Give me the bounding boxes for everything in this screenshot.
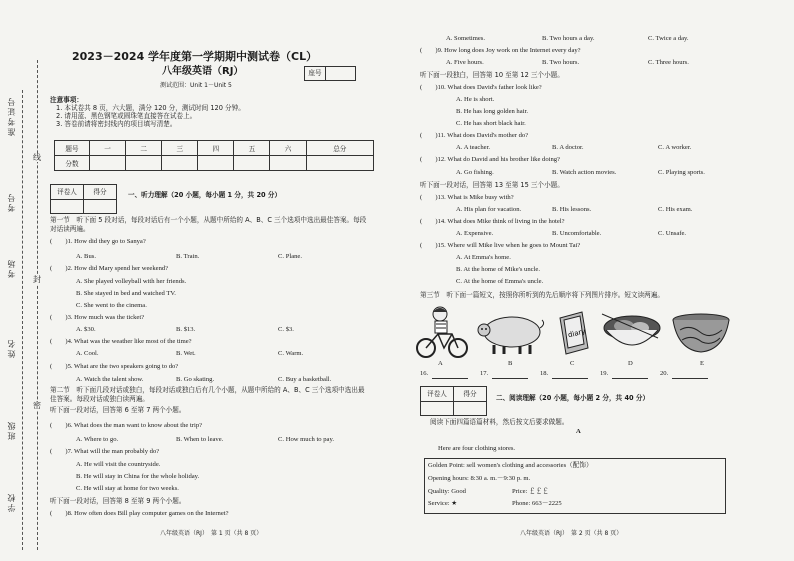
question-12: ( )12. What do David and his brother like doing? — [420, 156, 560, 163]
note-item: 1. 本试卷共 8 页，六大题，满分 120 分，测试时间 120 分钟。 — [56, 104, 245, 112]
listening-section2-instruction: 第二节 听下面几段对话或独白，每段对话或独白后有几个小题，从题中所给的 A、B、C 三个选项中选出最佳答案。每段对话或独白读两遍。 — [50, 386, 365, 403]
answer-blank-20[interactable] — [672, 378, 708, 379]
grader-cell[interactable] — [50, 199, 84, 214]
score-table-header: 五 — [234, 141, 270, 156]
question-14: ( )14. What does Mike think of living in the hotel? — [420, 218, 565, 225]
binding-label-exam-no: 考号 — [7, 192, 16, 212]
q11-option-c: C. A worker. — [658, 144, 692, 151]
intro-6-7: 听下面一段对话，回答第 6 至第 7 两个小题。 — [50, 406, 186, 414]
question-13: ( )13. What is Mike busy with? — [420, 194, 514, 201]
notes-heading: 注意事项： — [50, 96, 83, 104]
binding-label-room: 考场 — [7, 258, 16, 278]
question-7: ( )7. What will the man probably do? — [50, 448, 160, 455]
q13-option-b: B. His lessons. — [552, 206, 592, 213]
question-10: ( )10. What does David's father look like? — [420, 84, 542, 91]
q5-option-b: B. Go skating. — [176, 376, 215, 383]
question-15: ( )15. Where will Mike live when he goes to Mount Tai? — [420, 242, 581, 249]
seal-char-line: 线 — [33, 153, 41, 162]
picture-boy-on-bike — [416, 304, 468, 358]
store-quality: Quality: Good — [428, 488, 466, 495]
picture-label-e: E — [700, 360, 705, 367]
q3-option-a: A. $30. — [76, 326, 96, 333]
passage-letter: A — [576, 428, 581, 435]
blank-19-number: 19. — [600, 370, 609, 377]
binding-label-school: 学校 — [7, 492, 16, 512]
test-scope: 测试范围：Unit 1－Unit 5 — [160, 82, 232, 89]
q12-option-c: C. Playing sports. — [658, 169, 705, 176]
blank-20-number: 20. — [660, 370, 669, 377]
score-cell[interactable] — [306, 156, 373, 171]
grader-score-cell[interactable] — [453, 401, 487, 416]
score-table-header: 题号 — [55, 141, 90, 156]
answer-blank-17[interactable] — [492, 378, 528, 379]
grader-label: 评卷人 — [50, 184, 84, 200]
picture-pig — [476, 312, 546, 356]
blank-16-number: 16. — [420, 370, 429, 377]
q6-option-c: C. How much to pay. — [278, 436, 334, 443]
grader-score-cell[interactable] — [83, 199, 117, 214]
q2-option-a: A. She played volleyball with her friends. — [76, 278, 187, 285]
q14-option-c: C. Unsafe. — [658, 230, 687, 237]
q6-option-a: A. Where to go. — [76, 436, 119, 443]
picture-diary — [556, 310, 592, 356]
q13-option-c: C. His exam. — [658, 206, 693, 213]
grader-label: 评卷人 — [420, 386, 454, 402]
score-table-header: 总分 — [306, 141, 373, 156]
score-cell[interactable] — [90, 156, 126, 171]
picture-noodles-bowl — [600, 310, 664, 356]
store-service: Service: ★ — [428, 500, 458, 507]
q12-option-a: A. Go fishing. — [456, 169, 494, 176]
question-9: ( )9. How long does Joy work on the Internet every day? — [420, 47, 581, 54]
q14-option-b: B. Uncomfortable. — [552, 230, 602, 237]
score-table-header: 六 — [270, 141, 306, 156]
question-1: ( )1. How did they go to Sanya? — [50, 238, 146, 245]
q15-option-a: A. At Emma's home. — [456, 254, 511, 261]
question-5: ( )5. What are the two speakers going to do? — [50, 363, 179, 370]
q7-option-b: B. He will stay in China for the whole holiday. — [76, 473, 200, 480]
question-4: ( )4. What was the weather like most of the time? — [50, 338, 192, 345]
grader-cell[interactable] — [420, 401, 454, 416]
q4-option-b: B. Wet. — [176, 350, 196, 357]
binding-label-name: 姓名 — [7, 338, 16, 358]
q3-option-c: C. $3. — [278, 326, 294, 333]
picture-label-a: A — [438, 360, 443, 367]
q9-option-b: B. Two hours. — [542, 59, 580, 66]
seal-line — [37, 60, 38, 550]
q9-option-a: A. Five hours. — [446, 59, 484, 66]
question-2: ( )2. How did Mary spend her weekend? — [50, 265, 169, 272]
picture-large-bowl — [670, 312, 732, 354]
grader-score-label: 得分 — [453, 386, 487, 402]
q11-option-a: A. A teacher. — [456, 144, 491, 151]
answer-blank-19[interactable] — [612, 378, 648, 379]
score-table-header: 二 — [126, 141, 162, 156]
q15-option-c: C. At the home of Emma's uncle. — [456, 278, 544, 285]
q10-option-b: B. He has long golden hair. — [456, 108, 528, 115]
reading-heading: 二、阅读理解（20 小题，每小题 2 分，共 40 分） — [496, 394, 650, 402]
q1-option-a: A. Bus. — [76, 253, 96, 260]
q12-option-b: B. Watch action movies. — [552, 169, 617, 176]
answer-blank-16[interactable] — [432, 378, 468, 379]
passage-intro: Here are four clothing stores. — [438, 445, 516, 452]
reading-instruction: 阅读下面四篇语篇材料，然后按文后要求做题。 — [430, 418, 569, 426]
picture-label-d: D — [628, 360, 633, 367]
footer-page-2: 八年级英语（RJ） 第 2 页（共 8 页） — [520, 530, 623, 537]
q7-option-c: C. He will stay at home for two weeks. — [76, 485, 179, 492]
grader-score-label: 得分 — [83, 184, 117, 200]
question-6: ( )6. What does the man want to know about the trip? — [50, 422, 203, 429]
exam-subtitle: 八年级英语（RJ） — [162, 66, 244, 77]
score-table-header: 一 — [90, 141, 126, 156]
intro-13-15: 听下面一段对话，回答第 13 至第 15 三个小题。 — [420, 181, 564, 189]
binding-label-exam-id: 准考证号 — [7, 96, 16, 136]
note-item: 3. 答卷前请将密封线内的项目填写清楚。 — [56, 120, 177, 128]
store-price: Price: ￡￡￡ — [512, 488, 549, 495]
q8-option-b: B. Two hours a day. — [542, 35, 595, 42]
score-cell[interactable] — [126, 156, 162, 171]
score-cell[interactable] — [234, 156, 270, 171]
q2-option-b: B. She stayed in bed and watched TV. — [76, 290, 176, 297]
q10-option-c: C. He has short black hair. — [456, 120, 526, 127]
svg-text:diary: diary — [567, 327, 587, 340]
blank-17-number: 17. — [480, 370, 489, 377]
q14-option-a: A. Expensive. — [456, 230, 494, 237]
score-table-row-label: 分数 — [55, 156, 90, 171]
answer-blank-18[interactable] — [552, 378, 588, 379]
note-item: 2. 请用蓝、黑色钢笔或圆珠笔直接答在试卷上。 — [56, 112, 197, 120]
binding-write-line — [22, 90, 23, 550]
listening-section1-instruction: 第一节 听下面 5 段对话，每段对话后有一个小题，从题中所给的 A、B、C 三个选项中选出最佳答案。每段对话读两遍。 — [50, 216, 367, 233]
q11-option-b: B. A doctor. — [552, 144, 584, 151]
q4-option-a: A. Cool. — [76, 350, 99, 357]
q7-option-a: A. He will visit the countryside. — [76, 461, 161, 468]
question-11: ( )11. What does David's mother do? — [420, 132, 529, 139]
seal-char-seal: 封 — [33, 275, 41, 284]
q13-option-a: A. His plan for vacation. — [456, 206, 522, 213]
score-table-header: 四 — [198, 141, 234, 156]
q6-option-b: B. When to leave. — [176, 436, 224, 443]
listening-heading: 一、听力理解（20 小题，每小题 1 分，共 20 分） — [128, 191, 282, 199]
picture-label-b: B — [508, 360, 513, 367]
q3-option-b: B. $13. — [176, 326, 196, 333]
q8-option-c: C. Twice a day. — [648, 35, 689, 42]
q8-option-a: A. Sometimes. — [446, 35, 486, 42]
binding-label-class: 班级 — [7, 420, 16, 440]
footer-page-1: 八年级英语（RJ） 第 1 页（共 8 页） — [160, 530, 263, 537]
score-cell[interactable] — [198, 156, 234, 171]
store-phone: Phone: 663－2225 — [512, 500, 562, 507]
q10-option-a: A. He is short. — [456, 96, 495, 103]
seat-label: 座号 — [305, 67, 326, 80]
question-3: ( )3. How much was the ticket? — [50, 314, 145, 321]
exam-title: 2023－2024 学年度第一学期期中测试卷（CL） — [72, 50, 318, 63]
q9-option-c: C. Three hours. — [648, 59, 689, 66]
blank-18-number: 18. — [540, 370, 549, 377]
intro-8-9: 听下面一段对话，回答第 8 至第 9 两个小题。 — [50, 497, 186, 505]
score-table-header: 三 — [162, 141, 198, 156]
store-hours: Opening hours: 8:30 a. m.－9:30 p. m. — [428, 475, 531, 482]
score-table — [54, 140, 374, 171]
q5-option-c: C. Buy a basketball. — [278, 376, 332, 383]
score-cell[interactable] — [270, 156, 306, 171]
question-8: ( )8. How often does Bill play computer games on the Internet? — [50, 510, 229, 517]
seat-box — [304, 66, 356, 81]
q2-option-c: C. She went to the cinema. — [76, 302, 147, 309]
q5-option-a: A. Watch the talent show. — [76, 376, 144, 383]
store-name: Golden Point: sell women's clothing and accessories（配饰） — [428, 462, 593, 469]
intro-10-12: 听下面一段独白，回答第 10 至第 12 三个小题。 — [420, 71, 564, 79]
listening-section3-instruction: 第三节 听下面一篇短文，按照你所听到的先后顺序将下列图片排序。短文读两遍。 — [420, 291, 664, 299]
seal-char-secret: 密 — [33, 401, 41, 410]
score-cell[interactable] — [162, 156, 198, 171]
q1-option-b: B. Train. — [176, 253, 200, 260]
q1-option-c: C. Plane. — [278, 253, 302, 260]
q4-option-c: C. Warm. — [278, 350, 304, 357]
picture-label-c: C — [570, 360, 575, 367]
q15-option-b: B. At the home of Mike's uncle. — [456, 266, 540, 273]
